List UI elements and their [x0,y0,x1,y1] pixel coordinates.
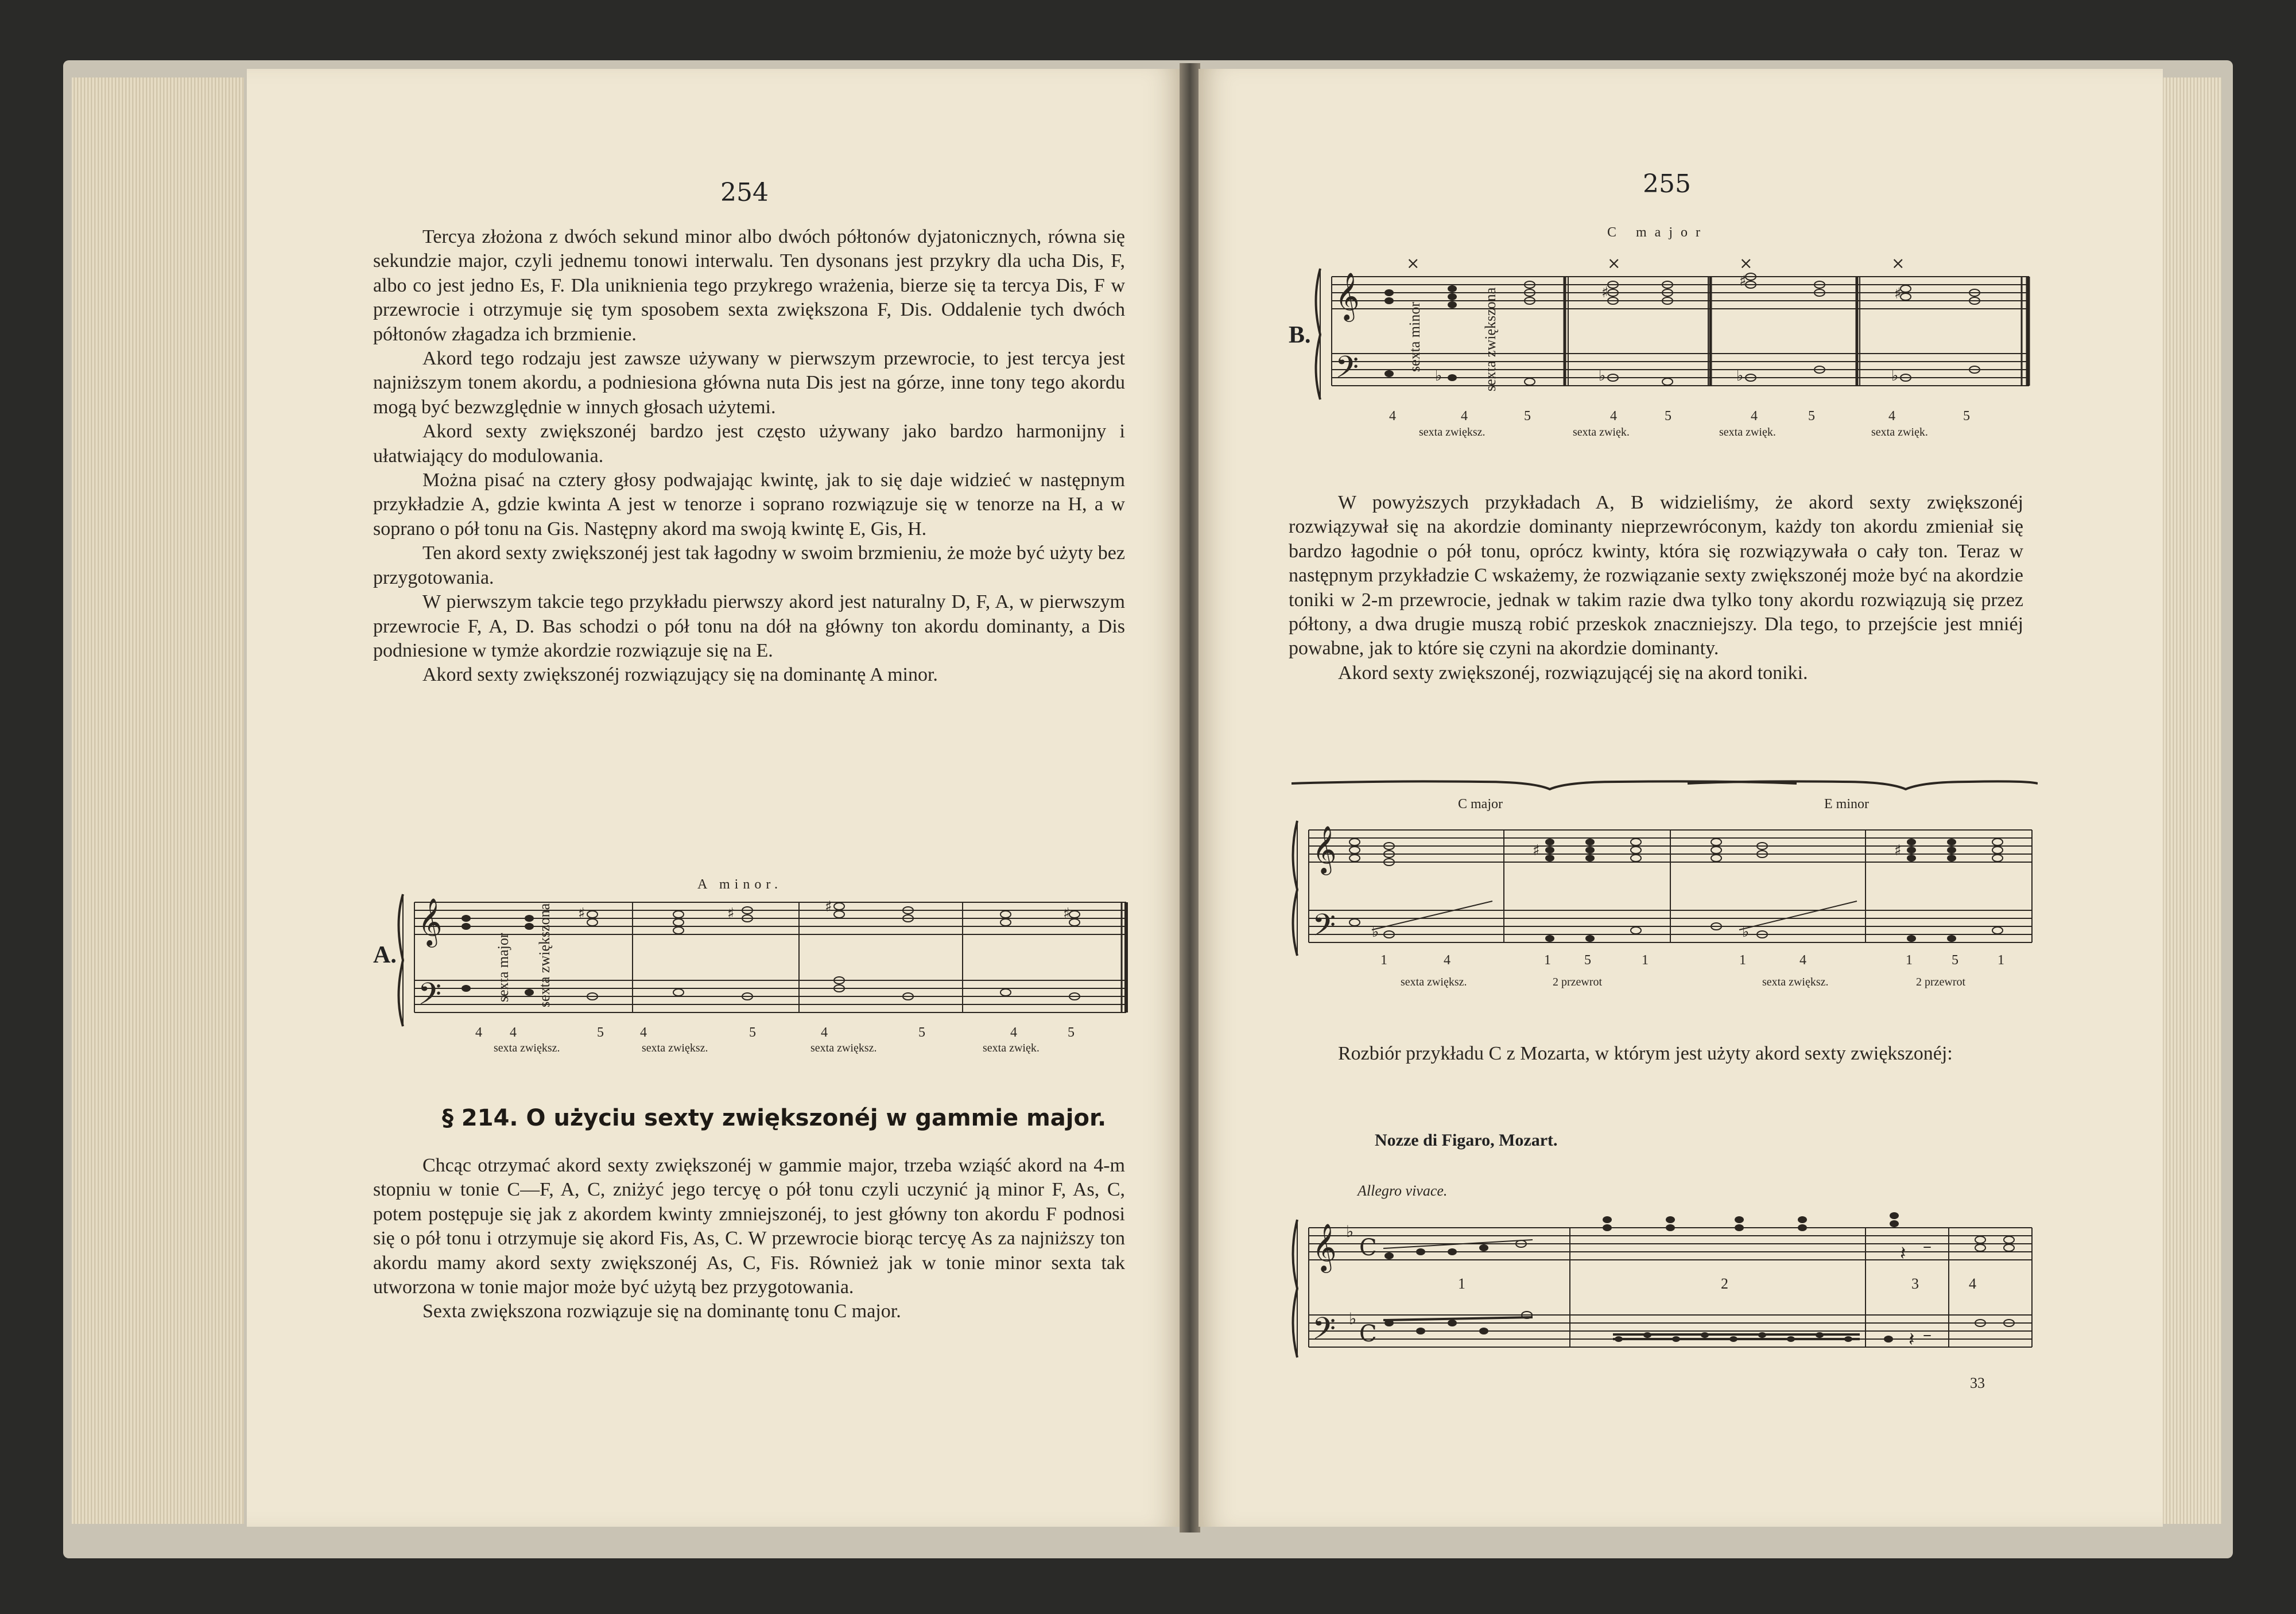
figure: 1 [1544,953,1551,968]
measure-number: 4 [1969,1275,1976,1292]
caption: sexta zwiększ. [1419,426,1486,439]
caption: sexta zwięk. [1871,426,1928,439]
svg-text:𝄞: 𝄞 [1312,1223,1337,1271]
figure: 5 [1963,409,1970,424]
svg-text:♭: ♭ [1435,367,1442,385]
example-b-vlabel-2: sexta zwiększona [1482,287,1499,391]
figure: 1 [1380,953,1387,968]
svg-text:♯: ♯ [578,905,585,922]
svg-text:♯: ♯ [1894,285,1902,302]
paragraph: Akord sexty zwiększonéj, rozwiązującéj się na akord toniki. [1338,662,1808,684]
paragraph: Rozbiór przykładu C z Mozarta, w którym jest użyty akord sexty zwiększonéj: [1338,1043,1953,1064]
caption: sexta zwięk. [983,1042,1040,1054]
svg-text:𝄽: 𝄽 [1909,1328,1915,1351]
caption: sexta zwiększ. [642,1042,708,1054]
svg-text:♭: ♭ [1372,924,1379,941]
figure: 5 [918,1025,925,1040]
svg-text:♭: ♭ [1742,924,1750,941]
svg-text:𝄢: 𝄢 [418,977,442,1019]
example-a-vlabel-1: sexta major [495,933,511,1002]
right-text-block-1 [1289,491,2023,685]
svg-text:♯: ♯ [825,898,832,915]
measure-number: 3 [1911,1275,1919,1292]
right-page-number: 255 [1643,169,1691,199]
svg-text:♯: ♯ [727,905,735,922]
figure: 5 [1808,409,1815,424]
figure: 5 [1068,1025,1075,1040]
example-b-letter: B. [1289,322,1311,348]
figure: 5 [1952,953,1958,968]
footer-signature-number: 33 [1970,1375,1985,1391]
example-b-vlabel-1: sexta minor [1406,301,1423,372]
paragraph: Akord sexty zwiększonéj rozwiązujący się na dominantę A minor. [422,664,938,686]
figure: 4 [1444,953,1450,968]
svg-text:–: – [1923,1236,1932,1256]
svg-text:♭: ♭ [1349,1309,1357,1328]
caption: sexta zwięk. [1719,426,1776,439]
paragraph: Sexta zwiększona rozwiązuje się na dominantę tonu C major. [422,1301,901,1322]
svg-text:C: C [1359,1235,1377,1261]
caption: sexta zwiększ. [810,1042,877,1054]
paragraph: Tercya złożona z dwóch sekund minor albo dwóch półtonów dyjatonicznych, równa się sekundzie major, czyli jednemu tonowi interwalu. Ten dysonans jest przykry dla ucha Dis, F, albo co jest jedno Es, F. Dla uniknienia tego przykrego wrażenia, bierze się ta tercya Dis, F w przewrocie i otrzymuje się tym sposobem sexta zwiększona F, Dis. Oddalenie tych dwóch półtonów złagadza ich brzmienie. [373,226,1125,345]
figure: 4 [475,1025,482,1040]
paragraph: Akord tego rodzaju jest zawsze używany w pierwszym przewrocie, to jest tercya jest najniższym tonem akordu, a podniesiona główna nuta Dis jest na górze, inne tony tego akordu mogą być bezwzględnie w innych głosach użytemi. [373,348,1125,418]
caption: sexta zwiększ. [1762,976,1829,988]
example-c-staff [1292,809,2038,964]
svg-text:×: × [1891,254,1905,273]
figure: 5 [1524,409,1531,424]
example-a-letter: A. [373,942,397,968]
caption: sexta zwięk. [1573,426,1630,439]
example-b-key: C major [1607,225,1708,240]
figure: 5 [1584,953,1591,968]
page-edges-left [72,77,244,1524]
svg-text:𝄢: 𝄢 [1312,1312,1336,1354]
paragraph: Chcąc otrzymać akord sexty zwiększonéj w gammie major, trzeba wziąść akord na 4-m stopniu w tonie C—F, A, C, zniżyć jego tercyę o pół tonu czyli uczynić ją minor F, As, C, potem postępuje się jak z akordem kwinty zmniejszonéj, to jest główny ton akordu F podnosi się o pół tonu i otrzymuje się akord Fis, As, C. W przewrocie biorąc tercyę As za najniższy ton akordu mamy akord sexty zwiększonéj As, C, Fis. Również jak w tonie minor sexta tak utworzona w tonie major może być użytą bez przygotowania. [373,1155,1125,1298]
svg-text:♯: ♯ [1894,842,1902,859]
mozart-staff [1292,1202,2038,1363]
figure: 5 [749,1025,756,1040]
caption: 2 przewrot [1916,976,1966,988]
example-c-key-1: C major [1458,797,1503,812]
measure-number: 1 [1458,1275,1465,1292]
svg-text:𝄢: 𝄢 [1335,350,1359,393]
svg-text:×: × [1739,254,1753,273]
figure: 4 [510,1025,517,1040]
figure: 4 [1010,1025,1017,1040]
figure: 1 [1906,953,1913,968]
figure: 1 [1739,953,1746,968]
left-text-block-1 [373,225,1125,688]
caption: sexta zwiększ. [1401,976,1467,988]
paragraph: Można pisać na cztery głosy podwajając kwintę, jak to się daje widzieć w następnym przykładzie A, gdzie kwinta A jest w tenorze i soprano rozwiązuje się w tenorze na H, a w soprano o pół tonu na Gis. Następny akord ma swoją kwintę E, Gis, H. [373,470,1125,540]
svg-text:♯: ♯ [1739,273,1747,290]
caption: 2 przewrot [1553,976,1603,988]
figure: 4 [1799,953,1806,968]
piece-title: Nozze di Figaro, Mozart. [1375,1131,1558,1150]
measure-number: 2 [1721,1275,1728,1292]
paragraph: W pierwszym takcie tego przykładu pierwszy akord jest naturalny D, F, A, w pierwszym przewrocie F, A, D. Bas schodzi o pół tonu na dół na główny ton akordu dominanty, a Dis podniesione w tymże akordzie rozwiązuje się na E. [373,591,1125,661]
svg-text:♯: ♯ [1063,905,1071,922]
svg-text:♭: ♭ [1599,367,1606,385]
figure: 4 [1610,409,1617,424]
svg-text:C: C [1359,1321,1377,1347]
paragraph: Akord sexty zwiększonéj bardzo jest często używany jako bardzo harmonijny i ułatwiający do modulowania. [373,421,1125,467]
figure: 5 [597,1025,604,1040]
figure: 4 [1389,409,1396,424]
example-c-key-2: E minor [1824,797,1869,812]
left-text-block-2 [373,1154,1125,1324]
section-title: § 214. O użyciu sexty zwiększonéj w gammie major. [442,1105,1107,1131]
svg-text:𝄢: 𝄢 [1312,908,1336,950]
example-a-key: A minor. [697,877,783,892]
book-gutter [1180,63,1200,1532]
figure: 4 [640,1025,647,1040]
caption: sexta zwiększ. [494,1042,560,1054]
svg-text:♯: ♯ [1533,842,1540,859]
paragraph: Ten akord sexty zwiększonéj jest tak łagodny w swoim brzmieniu, że może być użyty bez przygotowania. [373,542,1125,588]
svg-text:♭: ♭ [1346,1222,1354,1241]
right-text-block-2 [1289,1042,2023,1066]
figure: 4 [821,1025,828,1040]
figure: 4 [1888,409,1895,424]
svg-text:𝄽: 𝄽 [1900,1242,1906,1265]
svg-text:𝄞: 𝄞 [418,897,443,945]
figure: 4 [1461,409,1468,424]
left-page-number: 254 [720,178,769,207]
figure: 1 [1998,953,2004,968]
svg-text:–: – [1923,1325,1932,1345]
svg-text:♯: ♯ [1601,284,1609,301]
tempo-marking: Allegro vivace. [1358,1182,1448,1199]
svg-text:𝄞: 𝄞 [1335,271,1360,320]
svg-text:𝄞: 𝄞 [1312,825,1337,873]
svg-text:×: × [1406,254,1420,273]
paragraph: W powyższych przykładach A, B widzieliśmy, że akord sexty zwiększonéj rozwiązywał się na akordzie dominanty nieprzewróconym, każdy ton akordu zmieniał się bardzo łagodnie o pół tonu, oprócz kwinty, która się rozwiązywała o cały ton. Teraz w następnym przykładzie C wskażemy, że rozwiązanie sexty zwiększonéj może być na akordzie toniki w 2-m przewrocie, jednak w takim razie dwa tylko tony akordu rozwiązują się przez półtony, a dwa drugie muszą robić przeskok znaczniejszy. Dla tego, to przejście jest mniéj powabne, jak to które się czyni na akordzie dominanty. [1289,492,2023,659]
figure: 1 [1642,953,1649,968]
example-c-ornament [1292,769,2038,792]
figure: 5 [1665,409,1671,424]
svg-text:♭: ♭ [1736,367,1744,385]
svg-text:×: × [1607,254,1621,273]
svg-text:♭: ♭ [1891,367,1899,385]
example-a-vlabel-2: sexta zwiększona [536,903,553,1007]
figure: 4 [1751,409,1758,424]
